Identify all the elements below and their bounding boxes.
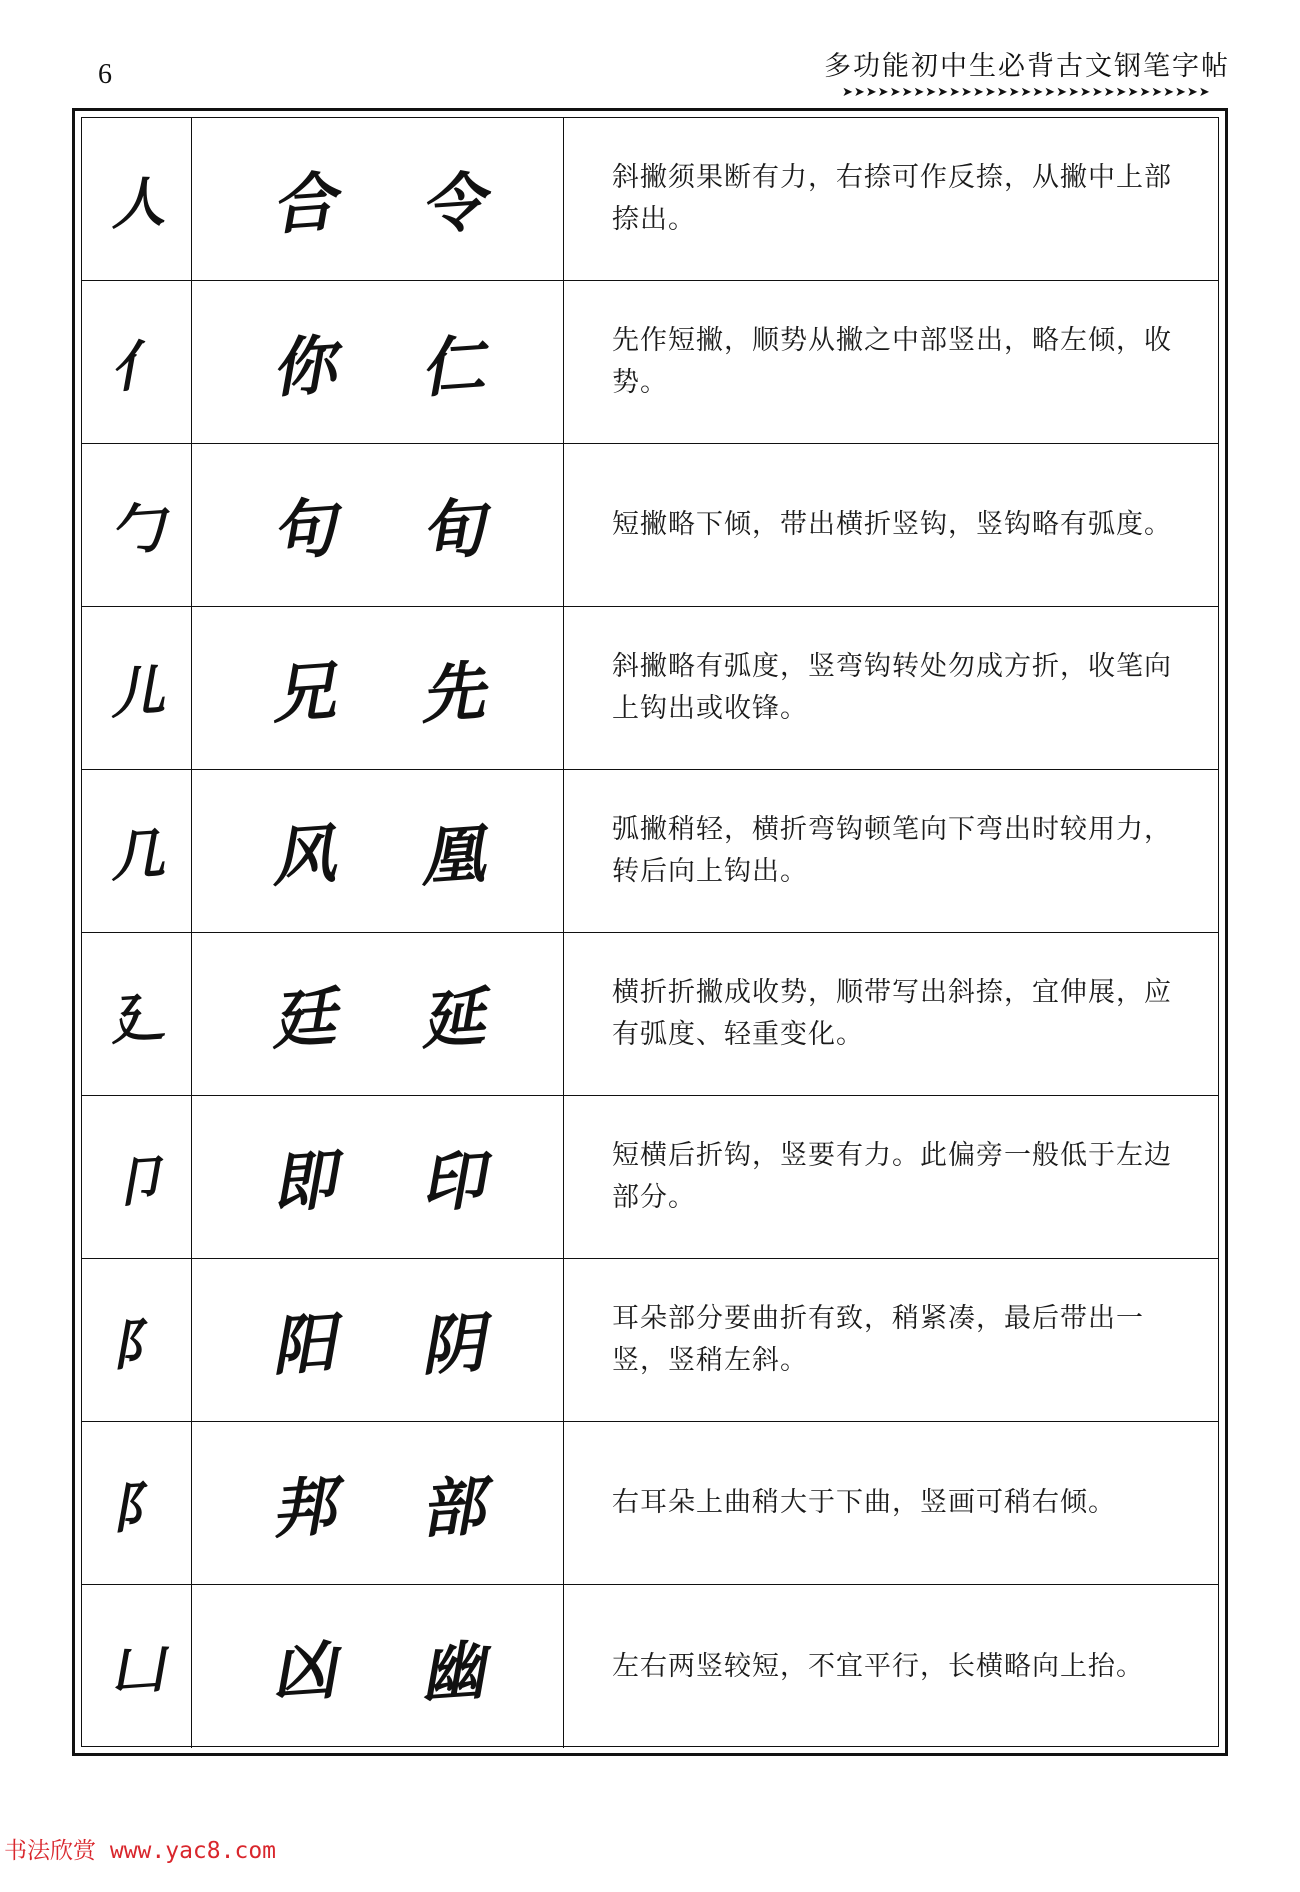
example-character: 印 — [418, 1142, 488, 1223]
example-character: 先 — [418, 653, 488, 734]
description-cell — [564, 118, 1218, 280]
stroke-description: 耳朵部分要曲折有致，稍紧凑，最后带出一竖，竖稍左斜。 — [612, 1303, 1144, 1376]
example-character: 仁 — [418, 327, 488, 408]
example-character: 即 — [268, 1142, 338, 1223]
example-character: 部 — [418, 1468, 488, 1549]
radical-cell — [82, 933, 192, 1095]
example-character: 廷 — [268, 979, 338, 1060]
radical-glyph: 亻 — [107, 331, 166, 400]
stroke-description: 斜撇须果断有力，右捺可作反捺，从撇中上部捺出。 — [612, 162, 1172, 235]
description-cell — [564, 1585, 1218, 1748]
example-character: 合 — [268, 164, 338, 245]
stroke-description: 短横后折钩，竖要有力。此偏旁一般低于左边部分。 — [612, 1140, 1172, 1213]
radical-glyph: 廴 — [107, 983, 166, 1052]
description-cell — [564, 444, 1218, 606]
example-character: 兄 — [268, 653, 338, 734]
example-character: 幽 — [418, 1632, 488, 1712]
example-character: 令 — [418, 164, 488, 245]
copybook-row — [82, 444, 1218, 607]
copybook-row — [82, 281, 1218, 444]
stroke-description: 短撇略下倾，带出横折竖钩，竖钩略有弧度。 — [612, 509, 1172, 540]
page-number: 6 — [98, 59, 112, 90]
stroke-description: 横折折撇成收势，顺带写出斜捺，宜伸展，应有弧度、轻重变化。 — [612, 977, 1172, 1050]
radical-cell — [82, 607, 192, 769]
stroke-description: 斜撇略有弧度，竖弯钩转处勿成方折，收笔向上钩出或收锋。 — [612, 651, 1172, 724]
radical-cell — [82, 118, 192, 280]
copybook-row — [82, 1259, 1218, 1422]
radical-glyph: 儿 — [107, 657, 166, 726]
example-character: 邦 — [268, 1468, 338, 1549]
radical-glyph: 勹 — [107, 494, 166, 563]
copybook-row — [82, 770, 1218, 933]
copybook-row — [82, 118, 1218, 281]
radical-glyph: 卩 — [107, 1146, 166, 1215]
radical-glyph: 人 — [107, 168, 166, 237]
radical-glyph: 阝 — [107, 1309, 166, 1378]
stroke-description: 弧撇稍轻，横折弯钩顿笔向下弯出时较用力，转后向上钩出。 — [612, 814, 1172, 887]
radical-glyph: 几 — [107, 820, 166, 889]
copybook-row — [82, 1096, 1218, 1259]
example-characters-cell — [192, 118, 564, 280]
example-character: 凶 — [268, 1632, 338, 1712]
description-cell — [564, 933, 1218, 1095]
radical-cell — [82, 770, 192, 932]
example-character: 凰 — [418, 816, 488, 897]
copybook-table-frame — [72, 108, 1228, 1756]
example-characters-cell — [192, 770, 564, 932]
description-cell — [564, 1096, 1218, 1258]
example-characters-cell — [192, 281, 564, 443]
example-character: 句 — [268, 490, 338, 571]
copybook-row — [82, 933, 1218, 1096]
radical-cell — [82, 281, 192, 443]
site-watermark[interactable]: 书法欣赏 www.yac8.com — [4, 1838, 277, 1864]
radical-cell — [82, 1422, 192, 1584]
example-character: 风 — [268, 816, 338, 897]
stroke-description: 先作短撇，顺势从撇之中部竖出，略左倾，收势。 — [612, 325, 1172, 398]
example-character: 阳 — [268, 1305, 338, 1386]
example-character: 你 — [268, 327, 338, 408]
example-characters-cell — [192, 1096, 564, 1258]
example-characters-cell — [192, 1585, 564, 1748]
example-characters-cell — [192, 444, 564, 606]
description-cell — [564, 607, 1218, 769]
radical-cell — [82, 1259, 192, 1421]
stroke-description: 右耳朵上曲稍大于下曲，竖画可稍右倾。 — [612, 1487, 1116, 1518]
example-characters-cell — [192, 1422, 564, 1584]
example-character: 阴 — [418, 1305, 488, 1386]
radical-cell — [82, 1585, 192, 1748]
copybook-row — [82, 1422, 1218, 1585]
description-cell — [564, 1422, 1218, 1584]
radical-glyph: 阝 — [107, 1472, 166, 1541]
copybook-row — [82, 1585, 1218, 1748]
copybook-row — [82, 607, 1218, 770]
description-cell — [564, 1259, 1218, 1421]
description-cell — [564, 770, 1218, 932]
example-characters-cell — [192, 607, 564, 769]
radical-glyph: 凵 — [107, 1636, 166, 1704]
description-cell — [564, 281, 1218, 443]
stroke-description: 左右两竖较短，不宜平行，长横略向上抬。 — [612, 1650, 1144, 1682]
example-characters-cell — [192, 1259, 564, 1421]
example-characters-cell — [192, 933, 564, 1095]
book-title: 多功能初中生必背古文钢笔字帖 — [824, 51, 1230, 82]
copybook-table — [81, 117, 1219, 1747]
title-arrow-rule: ➤➤➤➤➤➤➤➤➤➤➤➤➤➤➤➤➤➤➤➤➤➤➤➤➤➤➤➤➤➤➤ — [842, 86, 1211, 100]
radical-cell — [82, 444, 192, 606]
example-character: 延 — [418, 979, 488, 1060]
example-character: 旬 — [418, 490, 488, 571]
radical-cell — [82, 1096, 192, 1258]
